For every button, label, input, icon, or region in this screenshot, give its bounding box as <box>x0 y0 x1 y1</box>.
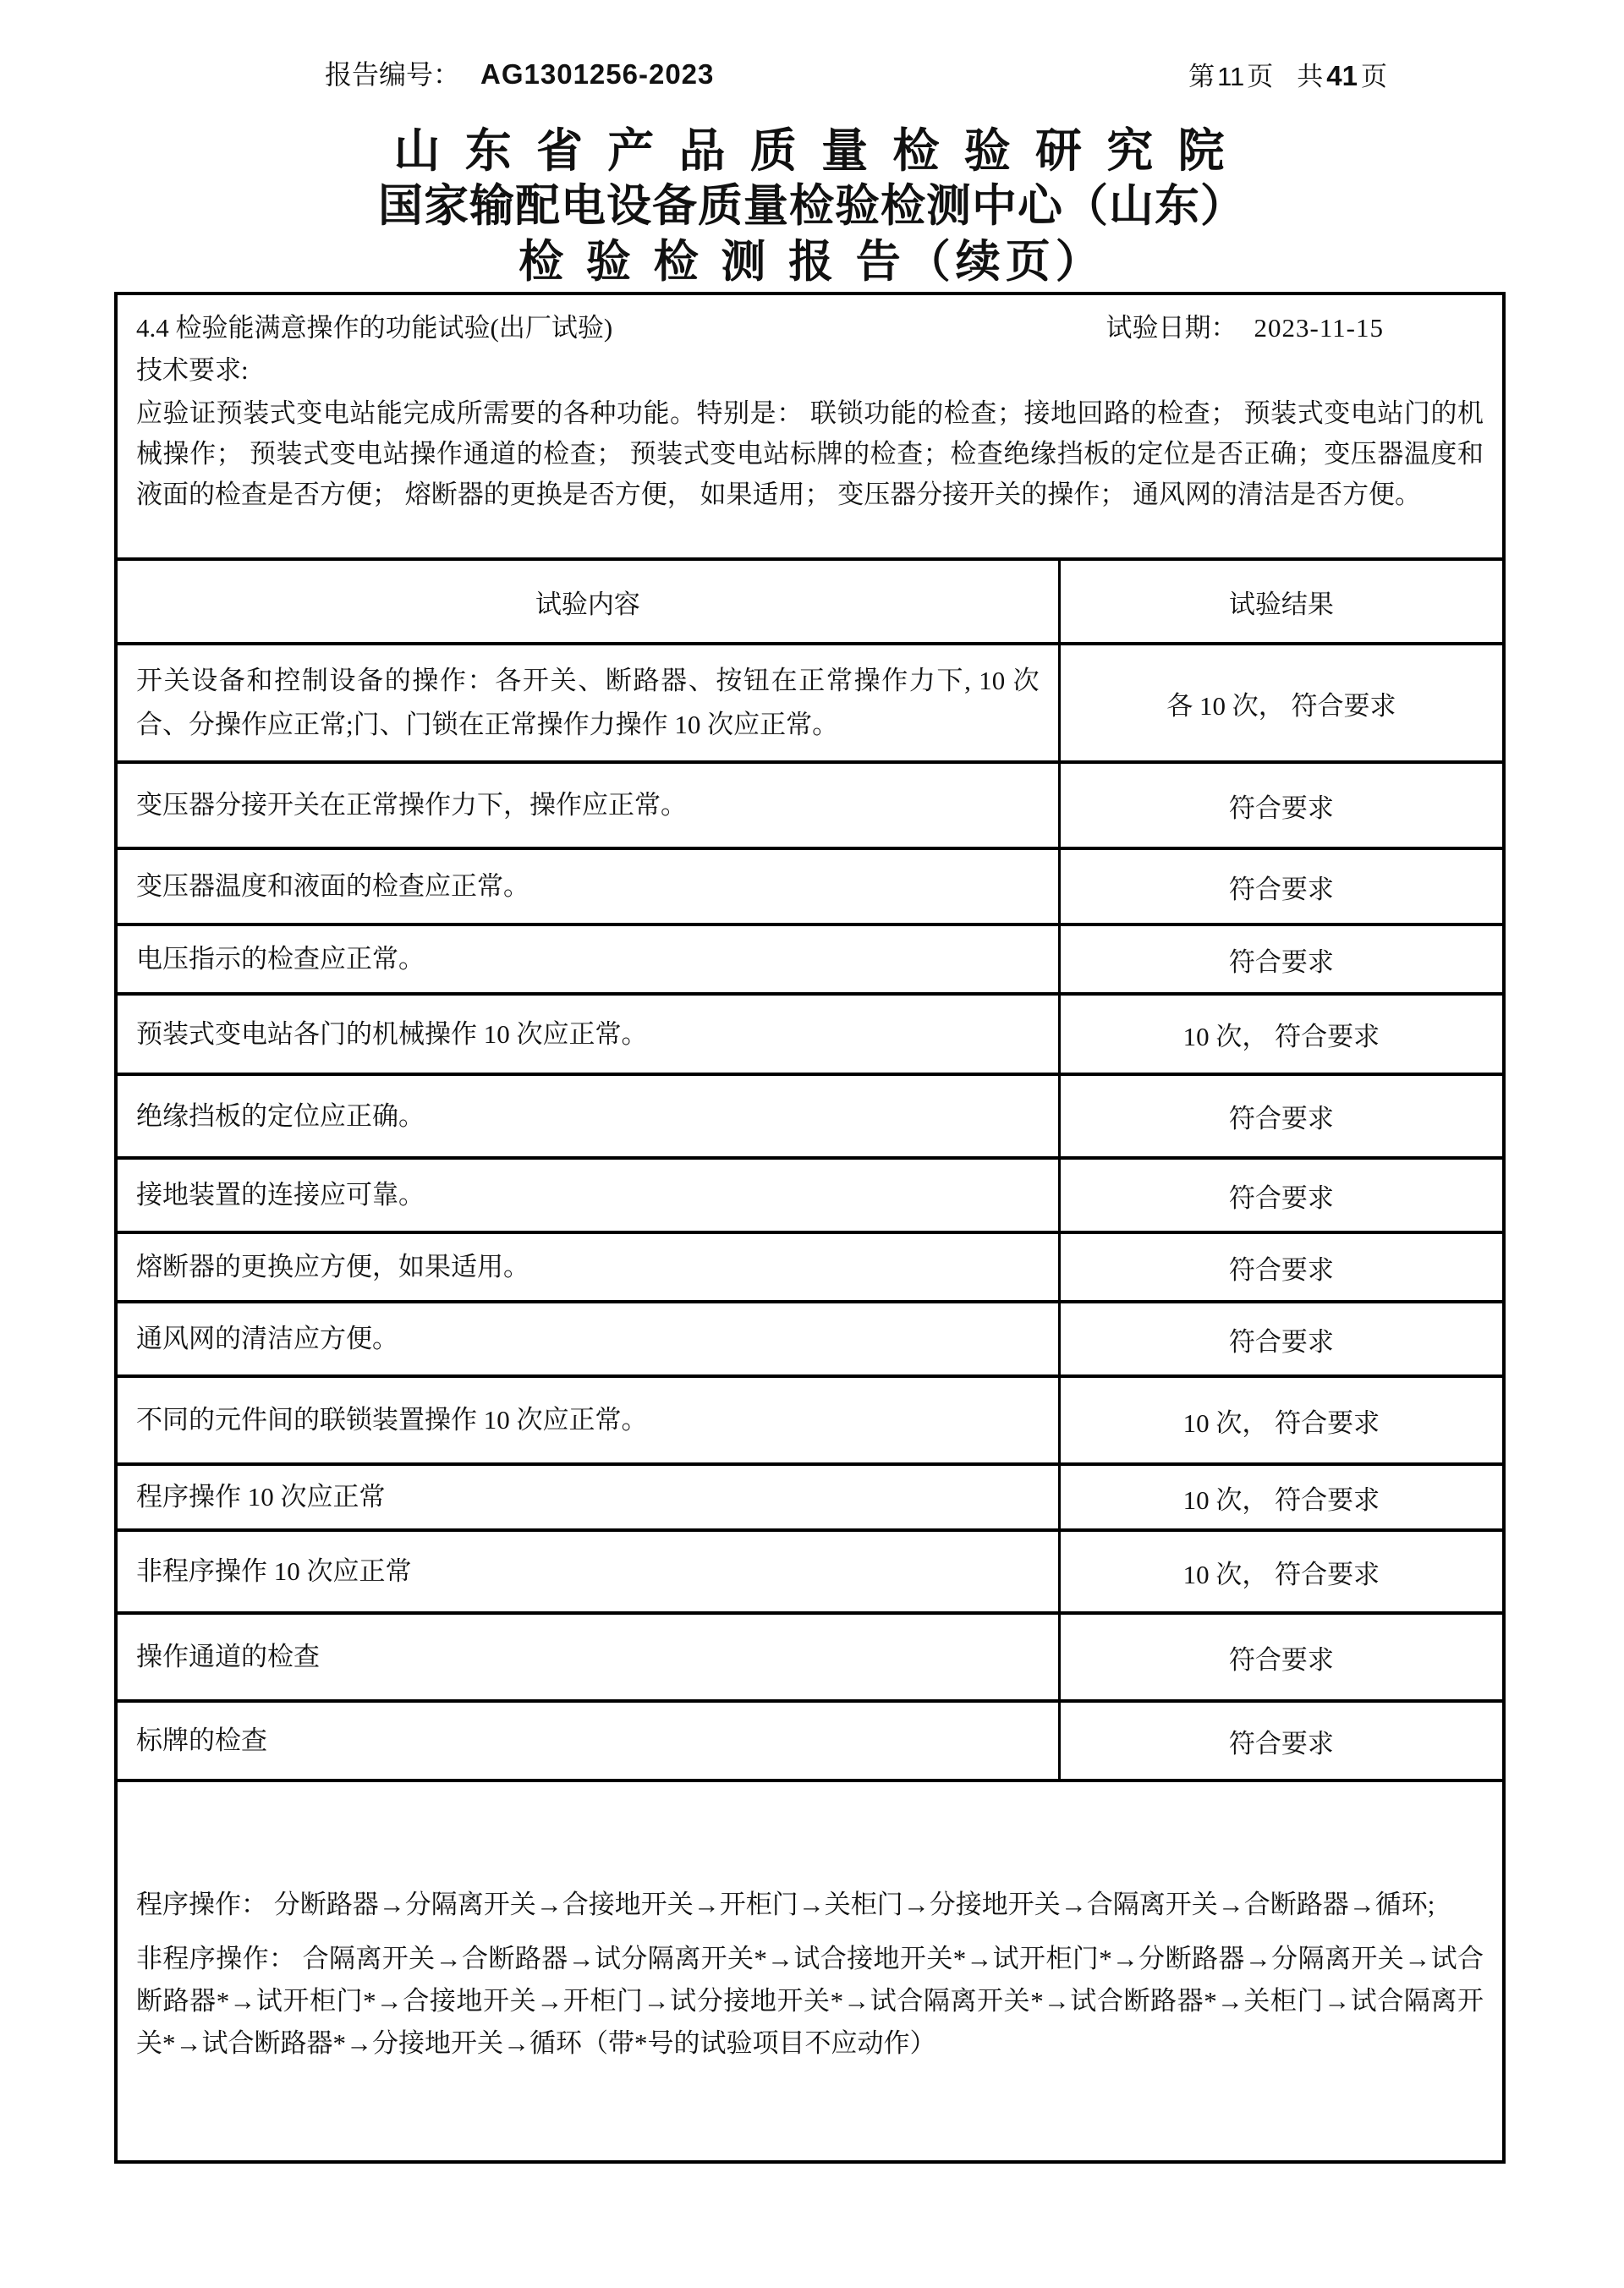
table-row <box>118 762 1502 848</box>
test-content-cell: 开关设备和控制设备的操作：各开关、断路器、按钮在正常操作力下, 10 次合、分操作应正常;门、门锁在正常操作力操作 10 次应正常。 <box>118 644 1059 762</box>
clause-header-row <box>136 309 1484 348</box>
table-row <box>118 1464 1502 1530</box>
test-content-cell: 变压器分接开关在正常操作力下，操作应正常。 <box>118 762 1059 848</box>
non-procedure-operation-note: 非程序操作： 合隔离开关→合断路器→试分隔离开关*→试合接地开关*→试开柜门*→分断路器→分隔离开关→试合断路器*→试开柜门*→合接地开关→开柜门→试分接地开关*→试合隔离开关*→试合断路器*→关柜门→试合隔离开关*→试合断路器*→分接地开关→循环（带*号的试验项目不应动作） <box>136 1943 1484 2058</box>
test-content-cell: 电压指示的检查应正常。 <box>118 925 1059 994</box>
report-number-value: AG1301256-2023 <box>480 58 715 90</box>
page-indicator <box>1188 59 1387 94</box>
table-row <box>118 1613 1502 1701</box>
test-result-cell: 符合要求 <box>1059 848 1502 925</box>
test-result-cell: 10 次， 符合要求 <box>1059 994 1502 1074</box>
table-row <box>118 1302 1502 1376</box>
test-content-cell: 通风网的清洁应方便。 <box>118 1302 1059 1376</box>
page-indicator-prefix: 第 <box>1188 62 1215 91</box>
test-result-cell: 10 次， 符合要求 <box>1059 1530 1502 1613</box>
test-content-cell: 不同的元件间的联锁装置操作 10 次应正常。 <box>118 1376 1059 1464</box>
table-row <box>118 848 1502 925</box>
test-content-cell: 熔断器的更换应方便，如果适用。 <box>118 1232 1059 1302</box>
test-content-cell: 绝缘挡板的定位应正确。 <box>118 1074 1059 1158</box>
operation-notes-row <box>118 1780 1502 2160</box>
table-row <box>118 1074 1502 1158</box>
test-content-cell: 接地装置的连接应可靠。 <box>118 1158 1059 1232</box>
table-row <box>118 1530 1502 1613</box>
table-row <box>118 1376 1502 1464</box>
report-title: 检 验 检 测 报 告（续页） <box>518 237 1106 287</box>
report-number-label: 报告编号： <box>325 59 461 90</box>
test-content-cell: 非程序操作 10 次应正常 <box>118 1530 1059 1613</box>
clause-title: 4.4 检验能满意操作的功能试验(出厂试验) <box>136 313 613 343</box>
table-row <box>118 644 1502 762</box>
test-date-label: 试验日期： <box>1106 313 1237 343</box>
report-number <box>325 56 714 93</box>
table-row <box>118 1701 1502 1780</box>
test-content-cell: 预装式变电站各门的机械操作 10 次应正常。 <box>118 994 1059 1074</box>
page-indicator-suffix: 页 <box>1247 62 1274 91</box>
test-date <box>1106 309 1385 348</box>
test-result-cell: 各 10 次， 符合要求 <box>1059 644 1502 762</box>
test-content-cell: 变压器温度和液面的检查应正常。 <box>118 848 1059 925</box>
column-header-test-content: 试验内容 <box>118 559 1059 644</box>
test-content-cell: 操作通道的检查 <box>118 1613 1059 1701</box>
table-header-row <box>118 559 1502 644</box>
test-result-cell: 10 次， 符合要求 <box>1059 1464 1502 1530</box>
procedure-operation-note: 程序操作： 分断路器→分隔离开关→合接地开关→开柜门→关柜门→分接地开关→合隔离开关→合断路器→循环; <box>136 1889 1435 1919</box>
table-row <box>118 994 1502 1074</box>
table-row <box>118 925 1502 994</box>
test-result-cell: 符合要求 <box>1059 1074 1502 1158</box>
table-row <box>118 1158 1502 1232</box>
test-result-cell: 符合要求 <box>1059 1232 1502 1302</box>
test-content-cell: 程序操作 10 次应正常 <box>118 1464 1059 1530</box>
institute-title: 山 东 省 产 品 质 量 检 验 研 究 院 <box>393 124 1231 177</box>
test-result-cell: 符合要求 <box>1059 925 1502 994</box>
test-result-cell: 符合要求 <box>1059 1302 1502 1376</box>
report-body-frame <box>114 292 1506 2164</box>
tech-requirement-label: 技术要求: <box>136 355 249 385</box>
page-current: 11 <box>1217 62 1245 91</box>
column-header-test-result: 试验结果 <box>1059 559 1502 644</box>
table-row <box>118 1232 1502 1302</box>
test-result-cell: 符合要求 <box>1059 762 1502 848</box>
test-result-cell: 符合要求 <box>1059 1158 1502 1232</box>
operation-notes-cell <box>118 1780 1502 2160</box>
center-title: 国家输配电设备质量检验检测中心（山东） <box>378 181 1246 231</box>
page-total-suffix: 页 <box>1361 62 1387 91</box>
test-result-cell: 符合要求 <box>1059 1613 1502 1701</box>
test-date-value: 2023-11-15 <box>1254 313 1384 343</box>
test-result-cell: 符合要求 <box>1059 1701 1502 1780</box>
page-total: 41 <box>1326 60 1358 91</box>
test-result-cell: 10 次， 符合要求 <box>1059 1376 1502 1464</box>
test-results-table <box>118 557 1502 2160</box>
tech-requirement-text: 应验证预装式变电站能完成所需要的各种功能。特别是： 联锁功能的检查；接地回路的检查； 预装式变电站门的机械操作； 预装式变电站操作通道的检查； 预装式变电站标牌的检查；检查绝缘挡板的定位是否正确；变压器温度和液面的检查是否方便； 熔断器的更换是否方便， 如果适用； 变压器分接开关的操作； 通风网的清洁是否方便。 <box>136 398 1484 509</box>
page-total-prefix: 共 <box>1297 62 1324 91</box>
test-content-cell: 标牌的检查 <box>118 1701 1059 1780</box>
clause-intro-section <box>118 295 1502 557</box>
